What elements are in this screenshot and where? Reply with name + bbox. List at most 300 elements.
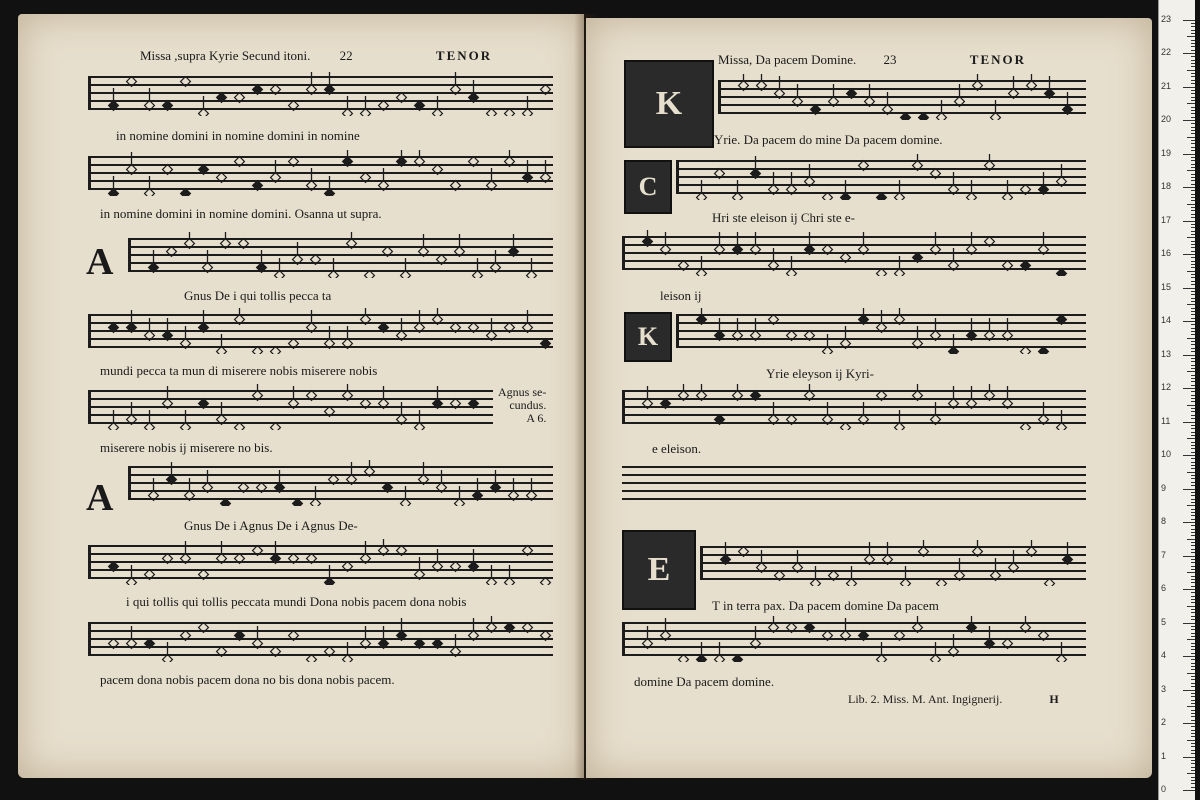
right-part-name: TENOR [969,52,1027,67]
note-head [721,555,731,565]
ruler-minor-tick [1191,43,1195,44]
ruler-tick [1183,187,1195,188]
ruler-minor-tick [1191,56,1195,57]
ruler-label: 6 [1161,583,1167,593]
initial-c-decorated [624,160,672,214]
left-lyric-4: mundi pecca ta mun di miserere nobis miserere nobis [100,363,378,378]
ruler-minor-tick [1191,174,1195,175]
ruler-label: 14 [1161,315,1172,325]
left-lyric-1: in nomine domini in nomine domini in nomine [116,128,360,143]
ruler-minor-tick [1191,66,1195,67]
note-head [829,97,839,107]
note-head [841,423,851,430]
ruler-tick [1183,87,1195,88]
note-head [715,331,725,341]
note-head [145,570,155,580]
note-head [697,269,707,276]
left-staff-2 [88,156,553,190]
ruler-minor-tick [1191,760,1195,761]
ruler-minor-tick [1191,646,1195,647]
note-head [895,269,905,276]
ruler-minor-tick [1191,210,1195,211]
note-head [163,101,173,111]
ruler-tick [1183,757,1195,758]
ruler-minor-tick [1191,398,1195,399]
ruler-tick [1183,154,1195,155]
ruler-minor-tick [1191,261,1195,262]
note-head [163,655,173,662]
ruler-minor-tick [1191,277,1195,278]
note-head [757,81,767,91]
note-head [751,639,761,649]
note-head [661,399,671,409]
note-head [751,331,761,341]
note-head [733,331,743,341]
ruler-label: 4 [1161,650,1167,660]
note-head [661,245,671,255]
ruler-minor-tick [1191,167,1195,168]
note-head [217,93,227,103]
note-head [271,85,281,95]
note-head [127,165,137,175]
ruler-minor-tick [1187,204,1195,205]
left-margin-note [498,386,546,425]
note-head [181,554,191,564]
ruler-minor-tick [1187,338,1195,339]
left-lyric-8: pacem dona nobis pacem dona no bis dona nobis pacem. [100,672,395,687]
ruler-minor-tick [1191,566,1195,567]
note-head [235,93,245,103]
note-head [163,331,173,341]
note-head [793,97,803,107]
ruler-minor-tick [1191,482,1195,483]
note-head [289,339,299,349]
note-head [451,181,461,191]
note-head [379,181,389,191]
note-head [307,181,317,191]
ruler-minor-tick [1191,194,1195,195]
note-head [739,81,749,91]
note-head [937,113,947,120]
ruler-minor-tick [1187,539,1195,540]
note-head [715,655,725,662]
notes [128,232,553,278]
note-head [541,339,551,349]
note-head [805,623,815,633]
note-head [401,499,411,506]
ruler-minor-tick [1191,532,1195,533]
initial-c-letter: C [638,172,658,201]
left-staff-8 [88,622,553,656]
ruler-label: 16 [1161,248,1172,258]
ruler-minor-tick [1191,247,1195,248]
note-head [469,93,479,103]
ruler-minor-tick [1191,616,1195,617]
notes [88,384,493,430]
note-head [1039,185,1049,195]
notes [88,70,553,116]
ruler-minor-tick [1191,311,1195,312]
ruler-minor-tick [1191,180,1195,181]
initial-k-letter: K [655,85,683,122]
note-head [415,157,425,167]
note-head [311,499,321,506]
ruler-minor-tick [1191,582,1195,583]
note-head [361,399,371,409]
note-head [841,631,851,641]
note-head [931,331,941,341]
notes [622,384,1086,430]
note-head [307,323,317,333]
note-head [473,491,483,501]
ruler-minor-tick [1191,241,1195,242]
note-head [163,165,173,175]
ruler-tick [1183,355,1195,356]
ruler-minor-tick [1191,418,1195,419]
note-head [145,639,155,649]
note-head [361,639,371,649]
ruler-minor-tick [1191,133,1195,134]
note-head [715,415,725,425]
note-head [221,499,231,506]
note-head [751,391,761,401]
left-big-initial-1: A [86,241,114,283]
note-head [253,85,263,95]
note-head [181,77,191,87]
note-head [1057,655,1067,662]
ruler-label: 21 [1161,80,1172,91]
ruler-tick [1183,489,1195,490]
note-head [679,391,689,401]
ruler-minor-tick [1191,770,1195,771]
note-head [859,161,869,171]
ruler-minor-tick [1191,50,1195,51]
note-head [109,639,119,649]
ruler-minor-tick [1191,666,1195,667]
note-head [811,105,821,115]
note-head [1009,563,1019,573]
ruler-minor-tick [1191,100,1195,101]
ruler-minor-tick [1191,231,1195,232]
ruler-minor-tick [1191,442,1195,443]
ruler-minor-tick [1191,636,1195,637]
note-head [949,347,959,354]
note-head [1003,639,1013,649]
right-staff-8 [622,622,1086,656]
note-head [901,579,911,586]
note-head [751,169,761,179]
note-head [697,655,707,662]
ruler-minor-tick [1191,301,1195,302]
note-head [433,562,443,572]
note-head [415,101,425,111]
note-head [733,391,743,401]
note-head [307,554,317,564]
note-head [1003,193,1013,200]
ruler-minor-tick [1191,408,1195,409]
ruler-minor-tick [1191,435,1195,436]
note-head [217,647,227,657]
note-head [257,263,267,273]
note-head [775,571,785,581]
note-head [469,399,479,409]
note-head [433,109,443,116]
ruler-minor-tick [1191,425,1195,426]
ruler-minor-tick [1187,740,1195,741]
note-head [451,399,461,409]
note-head [149,491,159,501]
note-head [949,185,959,195]
note-head [823,631,833,641]
note-head [221,239,231,249]
note-head [397,546,407,556]
note-head [1063,555,1073,565]
ruler-tick [1183,288,1195,289]
note-head [181,423,191,430]
note-head [967,245,977,255]
right-page-number: 23 [883,52,897,67]
note-head [505,109,515,116]
note-head [841,339,851,349]
left-lyric-2: in nomine domini in nomine domini. Osanna ut supra. [100,206,382,221]
note-head [271,173,281,183]
note-head [253,181,263,191]
note-head [829,571,839,581]
note-head [253,391,263,401]
note-head [751,245,761,255]
note-head [379,323,389,333]
ruler-label: 20 [1161,114,1172,124]
ruler-minor-tick [1191,368,1195,369]
ruler-minor-tick [1191,569,1195,570]
ruler-label: 13 [1161,348,1172,359]
ruler-minor-tick [1191,535,1195,536]
note-head [361,554,371,564]
ruler-minor-tick [1187,304,1195,305]
ruler-minor-tick [1191,562,1195,563]
note-head [271,347,281,354]
ruler-label: 19 [1161,147,1172,158]
note-head [931,169,941,179]
ruler-minor-tick [1191,703,1195,704]
note-head [437,483,447,493]
ruler-minor-tick [1191,753,1195,754]
note-head [697,193,707,200]
ruler-minor-tick [1191,428,1195,429]
ruler-minor-tick [1191,663,1195,664]
right-footer [848,692,1059,707]
staff-line [622,498,1086,500]
ruler-minor-tick [1187,773,1195,774]
note-head [109,101,119,111]
note-head [145,423,155,430]
ruler-minor-tick [1191,107,1195,108]
note-head [865,555,875,565]
ruler-minor-tick [1191,676,1195,677]
ruler-minor-tick [1191,478,1195,479]
ruler-minor-tick [1191,720,1195,721]
note-head [253,639,263,649]
ruler-label: 22 [1161,47,1172,57]
ruler-minor-tick [1187,505,1195,506]
ruler-minor-tick [1191,113,1195,114]
note-head [1039,347,1049,354]
note-head [347,239,357,249]
ruler-minor-tick [1191,643,1195,644]
note-head [505,157,515,167]
note-head [203,483,213,493]
ruler-label: 1 [1161,750,1167,761]
note-head [397,157,407,167]
ruler-tick [1183,656,1195,657]
note-head [145,101,155,111]
left-staff-5 [88,390,493,424]
note-head [235,157,245,167]
note-head [901,113,911,120]
ruler-label: 9 [1161,482,1167,493]
note-head [679,261,689,271]
right-staff-1 [718,80,1086,114]
note-head [661,631,671,641]
ruler-minor-tick [1191,214,1195,215]
ruler-minor-tick [1191,619,1195,620]
note-head [1021,261,1031,271]
note-head [181,631,191,641]
note-head [775,89,785,99]
note-head [733,245,743,255]
ruler-minor-tick [1187,36,1195,37]
note-head [487,623,497,633]
ruler-minor-tick [1187,137,1195,138]
ruler-label: 2 [1161,717,1167,727]
ruler-minor-tick [1191,462,1195,463]
note-head [509,491,519,501]
note-head [715,245,725,255]
note-head [347,475,357,485]
note-head [769,623,779,633]
ruler-minor-tick [1191,683,1195,684]
ruler-tick [1183,388,1195,389]
note-head [127,639,137,649]
ruler-label: 0 [1161,784,1167,794]
ruler-minor-tick [1191,348,1195,349]
note-head [931,245,941,255]
ruler-minor-tick [1191,475,1195,476]
note-head [307,655,317,662]
ruler-minor-tick [1191,358,1195,359]
ruler-minor-tick [1191,700,1195,701]
note-head [805,391,815,401]
ruler-minor-tick [1187,70,1195,71]
note-head [505,323,515,333]
right-header-title: Missa, Da pacem Domine. [718,52,857,67]
ruler-minor-tick [1187,472,1195,473]
ruler-minor-tick [1191,117,1195,118]
note-head [859,415,869,425]
ruler-minor-tick [1191,599,1195,600]
note-head [643,399,653,409]
ruler-minor-tick [1191,576,1195,577]
ruler-minor-tick [1191,294,1195,295]
note-head [949,399,959,409]
note-head [235,631,245,641]
note-head [811,579,821,586]
staff-line [622,490,1086,492]
note-head [149,263,159,273]
ruler-minor-tick [1191,110,1195,111]
ruler-minor-tick [1191,710,1195,711]
note-head [697,391,707,401]
note-head [1063,105,1073,115]
note-head [455,499,465,506]
note-head [505,623,515,633]
ruler-minor-tick [1191,164,1195,165]
ruler-minor-tick [1191,686,1195,687]
ruler-minor-tick [1191,224,1195,225]
note-head [1039,245,1049,255]
ruler-tick [1183,321,1195,322]
note-head [769,415,779,425]
ruler-minor-tick [1191,746,1195,747]
initial-e-decorated [622,530,696,610]
note-head [937,579,947,586]
staff-line [622,474,1086,476]
ruler-minor-tick [1191,217,1195,218]
note-head [419,475,429,485]
note-head [397,415,407,425]
note-head [1057,177,1067,187]
note-head [487,109,497,116]
ruler-minor-tick [1191,244,1195,245]
note-head [293,255,303,265]
note-head [967,623,977,633]
note-head [527,271,537,278]
ruler-minor-tick [1191,596,1195,597]
note-head [163,554,173,564]
note-head [491,483,501,493]
ruler-minor-tick [1191,177,1195,178]
ruler-minor-tick [1191,485,1195,486]
ruler-minor-tick [1191,30,1195,31]
note-head [361,109,371,116]
notes [676,154,1086,200]
note-head [985,331,995,341]
ruler-minor-tick [1187,371,1195,372]
left-lyric-7: i qui tollis qui tollis peccata mundi Dona nobis pacem dona nobis [126,594,467,609]
note-head [787,269,797,276]
notes [622,616,1086,662]
notes [676,308,1086,354]
note-head [239,483,249,493]
ruler-label: 17 [1161,214,1172,225]
note-head [415,570,425,580]
ruler-minor-tick [1191,328,1195,329]
staff-line [622,482,1086,484]
right-staff-2 [676,160,1086,194]
left-staff-3 [128,238,553,272]
ruler-minor-tick [1191,274,1195,275]
note-head [203,263,213,273]
left-staff-1 [88,76,553,110]
note-head [541,85,551,95]
notes [128,460,553,506]
ruler-label: 12 [1161,382,1172,392]
ruler-minor-tick [1191,318,1195,319]
note-head [955,571,965,581]
ruler-minor-tick [1191,251,1195,252]
note-head [859,245,869,255]
note-head [805,331,815,341]
